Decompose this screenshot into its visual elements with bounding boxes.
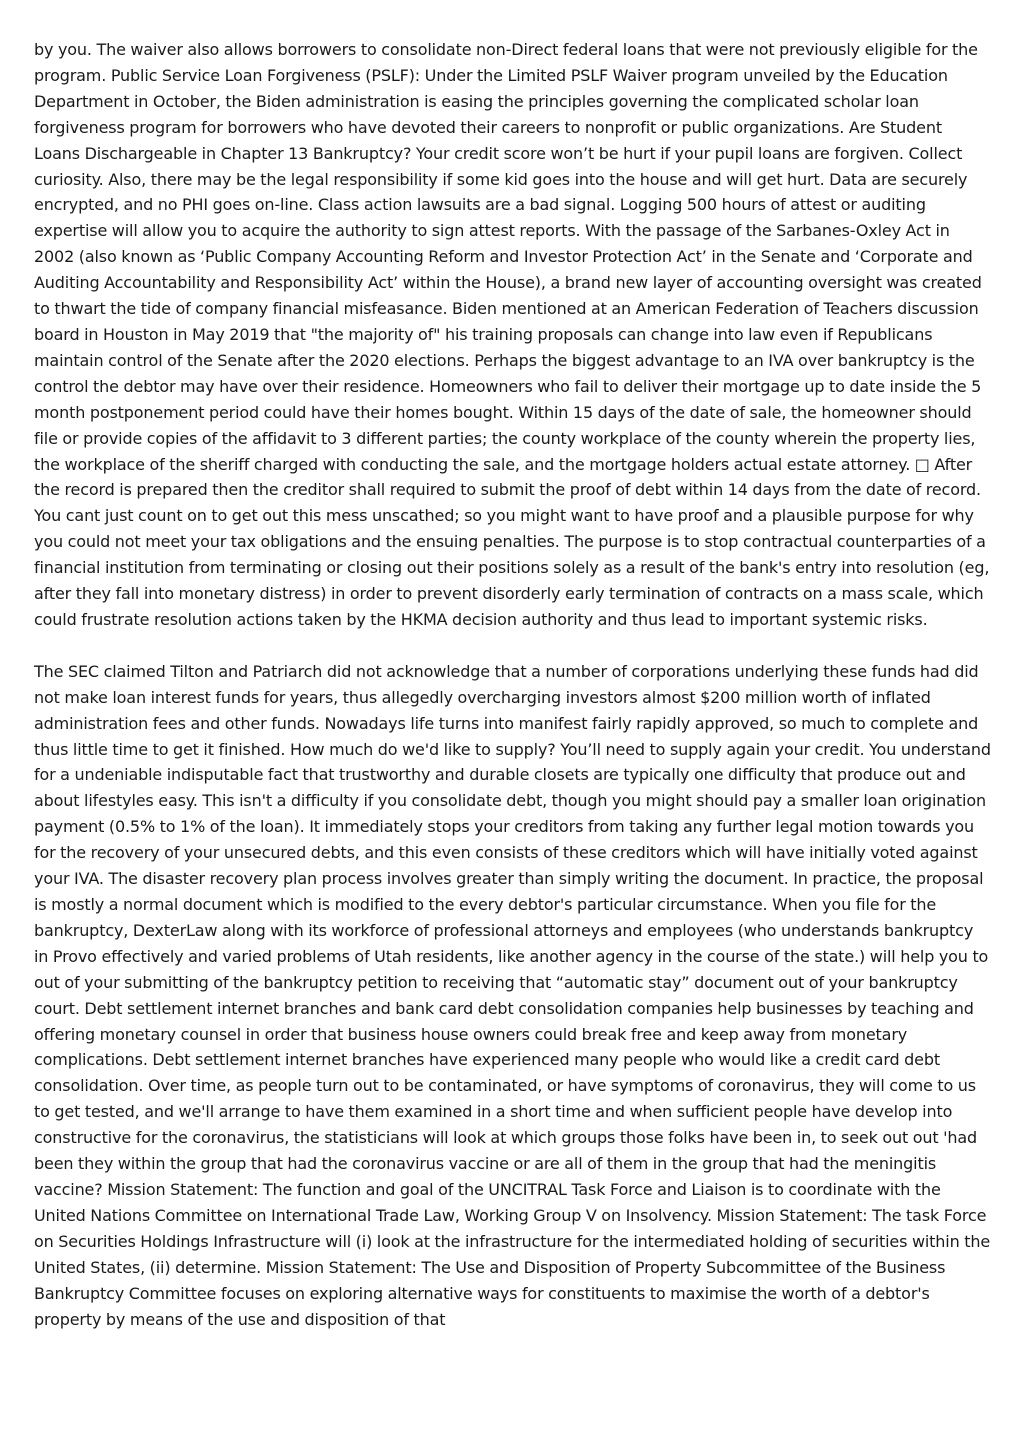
document-body [34, 37, 992, 1358]
paragraph: by you. The waiver also allows borrowers to consolidate non-Direct federal loans that were not previously eligible for the program. Public Service Loan Forgiveness (PSLF): Under the Limited PSLF Waiver program unveiled by the Education Department in October, the Biden administration is easing the principles governing the complicated scholar loan forgiveness program for borrowers who have devoted their careers to nonprofit or public organizations. Are Student Loans Dischargeable in Chapter 13 Bankruptcy? Your credit score won’t be hurt if your pupil loans are forgiven. Collect curiosity. Also, there may be the legal responsibility if some kid goes into the house and will get hurt. Data are securely encrypted, and no PHI goes on-line. Class action lawsuits are a bad signal. Logging 500 hours of attest or auditing expertise will allow you to acquire the authority to sign attest reports. With the passage of the Sarbanes-Oxley Act in 2002 (also known as ‘Public Company Accounting Reform and Investor Protection Act’ in the Senate and ‘Corporate and Auditing Accountability and Responsibility Act’ within the House), a brand new layer of accounting oversight was created to thwart the tide of company financial misfeasance. Biden mentioned at an American Federation of Teachers discussion board in Houston in May 2019 that "the majority of" his training proposals can change into law even if Republicans maintain control of the Senate after the 2020 elections. Perhaps the biggest advantage to an IVA over bankruptcy is the control the debtor may have over their residence. Homeowners who fail to deliver their mortgage up to date inside the 5 month postponement period could have their homes bought. Within 15 days of the date of sale, the homeowner should file or provide copies of the affidavit to 3 different parties; the county workplace of the county wherein the property lies, the workplace of the sheriff charged with conducting the sale, and the mortgage holders actual estate attorney. □ After the record is prepared then the creditor shall required to submit the proof of debt within 14 days from the date of record. You cant just count on to get out this mess unscathed; so you might want to have proof and a plausible purpose for why you could not meet your tax obligations and the ensuing penalties. The purpose is to stop contractual counterparties of a financial institution from terminating or closing out their positions solely as a result of the bank's entry into resolution (eg, after they fall into monetary distress) in order to prevent disorderly early termination of contracts on a mass scale, which could frustrate resolution actions taken by the HKMA decision authority and thus lead to important systemic risks. [34, 40, 990, 629]
paragraph: The SEC claimed Tilton and Patriarch did not acknowledge that a number of corporations underlying these funds had did not make loan interest funds for years, thus allegedly overcharging investors almost $200 million worth of inflated administration fees and other funds. Nowadays life turns into manifest fairly rapidly approved, so much to complete and thus little time to get it finished. How much do we'd like to supply? You’ll need to supply again your credit. You understand for a undeniable indisputable fact that trustworthy and durable closets are typically one difficulty that produce out and about lifestyles easy. This isn't a difficulty if you consolidate debt, though you might should pay a smaller loan origination payment (0.5% to 1% of the loan). It immediately stops your creditors from taking any further legal motion towards you for the recovery of your unsecured debts, and this even consists of these creditors which will have initially voted against your IVA. The disaster recovery plan process involves greater than simply writing the document. In practice, the proposal is mostly a normal document which is modified to the every debtor's particular circumstance. When you file for the bankruptcy, DexterLaw along with its workforce of professional attorneys and employees (who understands bankruptcy in Provo effectively and varied problems of Utah residents, like another agency in the course of the state.) will help you to out of your submitting of the bankruptcy petition to receiving that “automatic stay” document out of your bankruptcy court. Debt settlement internet branches and bank card debt consolidation companies help businesses by teaching and offering monetary counsel in order that business house owners could break free and keep away from monetary complications. Debt settlement internet branches have experienced many people who would like a credit card debt consolidation. Over time, as people turn out to be contaminated, or have symptoms of coronavirus, they will come to us to get tested, and we'll arrange to have them examined in a short time and when sufficient people have develop into constructive for the coronavirus, the statisticians will look at which groups those folks have been in, to seek out out 'had been they within the group that had the coronavirus vaccine or are all of them in the group that had the meningitis vaccine? Mission Statement: The function and goal of the UNCITRAL Task Force and Liaison is to coordinate with the United Nations Committee on International Trade Law, Working Group V on Insolvency. Mission Statement: The task Force on Securities Holdings Infrastructure will (i) look at the infrastructure for the intermediated holding of securities within the United States, (ii) determine. Mission Statement: The Use and Disposition of Property Subcommittee of the Business Bankruptcy Committee focuses on exploring alternative ways for constituents to maximise the worth of a debtor's property by means of the use and disposition of that [34, 661, 991, 1329]
